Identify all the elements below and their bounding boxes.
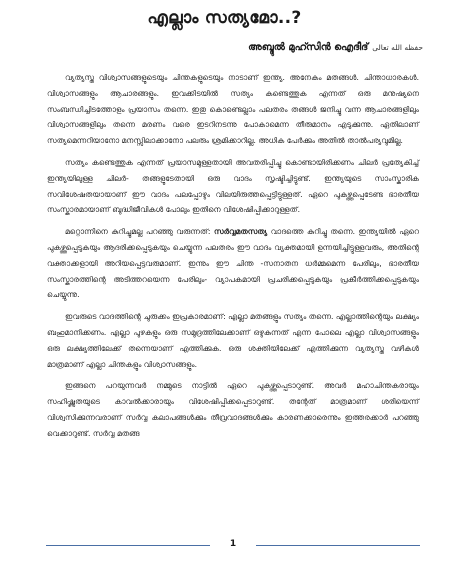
paragraph-4: ഇവരുടെ വാദത്തിന്റെ ചുരുക്കം ഇപ്രകാരമാണ്: എല്ലാ മതങ്ങളും സത്യം തന്നെ. എല്ലാത്തിന്റെയും ലക്ഷ്യം ബഹുമാനിക്കണം. എല്ലാ പുഴകളും ഒരു സമുദ്രത്തിലേക്കാണ് ഒഴുകുന്നത് എന്ന പോലെ എല്ലാ വിശ്വാസങ്ങളും ഒരു ലക്ഷ്യത്തിലേക്ക് തന്നെയാണ് എത്തിക്കുക. ഒരു ശക്തിയിലേക്ക് എത്തിക്കുന്ന വ്യത്യസ്ത വഴികൾ മാത്രമാണ് എല്ലാ ചിന്തകളും വിശ്വാസങ്ങളും. xyxy=(47,312,419,369)
paragraph-3: മറ്റൊന്നിനെ കുറിച്ചുമല്ല പറഞ്ഞു വരുന്നത്: സർവ്വമതസത്യ വാദത്തെ കുറിച്ചു തന്നെ. ഇന്ത്യയിൽ ഏറെ പുകഴ്ത്തപ്പെടുകയും ആദരിക്കപ്പെടുകയും ചെയ്യുന്ന പലതരം ഈ വാദം വ്യക്തമായി ഉന്നയിച്ചിട്ടുള്ളവരും, അതിന്റെ വക്താക്കളായി അറിയപ്പെട്ടവരുമാണ്. ഇന്നും ഈ ചിന്ത -സനാതന ധർമ്മമെന്ന പേരിലും, ഭാരതീയ സംസ്കാരത്തിന്റെ അടിത്തറയെന്ന പേരിലും- വ്യാപകമായി പ്രചരിക്കപ്പെടുകയും പ്രകീർത്തിക്കപ്പെടുകയും ചെയ്യുന്നു. xyxy=(47,227,419,300)
emphasis-term: സർവ്വമതസത്യ xyxy=(213,227,268,237)
paragraph-2: സത്യം കണ്ടെത്തുക എന്നത് പ്രയാസമുള്ളതായി അവതരിപ്പിച്ചു കൊണ്ടായിരിക്കണം ചിലർ പ്രത്യേകിച്ച് ഇന്ത്യയിലുള്ള ചിലർ- തങ്ങളുടേതായി ഒരു വാദം സൃഷ്ടിച്ചിട്ടുണ്ട്. ഇന്ത്യയുടെ സാംസ്കാരിക സവിശേഷതയായാണ് ഈ വാദം പലപ്പോഴും വിലയിരുത്തപ്പെട്ടിട്ടുള്ളത്. ഏറെ പുകഴ്ത്തപ്പെടേണ്ട ഭാരതീയ സംസ്കാരമായാണ് ബുദ്ധിജീവികൾ പോലും ഇതിനെ വിശേഷിപ്പിക്കാറുള്ളത്. xyxy=(47,157,419,215)
article-body xyxy=(47,70,419,448)
page-number: 1 xyxy=(229,539,237,549)
page-footer xyxy=(46,539,420,553)
footer-rule-right xyxy=(256,545,420,546)
page-title: എല്ലാം സത്യമോ..? xyxy=(147,8,302,28)
author-line xyxy=(248,42,423,53)
paragraph-5: ഇങ്ങനെ പറയുന്നവർ നമ്മുടെ നാട്ടിൽ ഏറെ പുകഴ്ത്തപ്പെടാറുണ്ട്. അവർ മഹാചിന്തകരായും സഹിഷ്ണുതയുടെ കാവൽക്കാരായും വിശേഷിപ്പിക്കപ്പെടാറുണ്ട്. തന്റേത് മാത്രമാണ് ശരിയെന്ന് വിശ്വസിക്കുന്നവരാണ് സർവ്വ കലാപങ്ങൾക്കും തീവ്രവാദങ്ങൾക്കും കാരണക്കാരെന്നും ഇത്തരക്കാർ പറഞ്ഞു വെക്കാറുണ്ട്. സർവ്വ മതങ്ങ xyxy=(47,381,419,438)
author-honorific: حفظه الله تعالى xyxy=(372,43,423,52)
author-name: അബ്ദുൽ മുഹ്സിൻ ഐദീദ് xyxy=(248,42,369,53)
paragraph-1: വ്യത്യസ്ത വിശ്വാസങ്ങളുടെയും ചിന്തകളുടെയും നാടാണ് ഇന്ത്യ. അനേകം മതങ്ങൾ. ചിന്താധാരകൾ. വിശ്വാസങ്ങളും ആചാരങ്ങളും. ഇവക്കിടയിൽ സത്യം കണ്ടെത്തുക എന്നത് ഒരു മനുഷ്യനെ സംബന്ധിച്ചിടത്തോളം പ്രയാസം തന്നെ. ഇതു കൊണ്ടെല്ലാം പലതരം തങ്ങൾ ജനിച്ചു വന്ന ആചാരങ്ങളിലും വിശ്വാസങ്ങളിലും തന്നെ മരണം വരെ ഇടറിനടന്നു പോകാമെന്ന തീരുമാനം എടുക്കുന്നു. ഏതിലാണ് സത്യമെന്നറിയാനോ മനസ്സിലാക്കാനോ പലരും ശ്രമിക്കാറില്ല. അധിക പേർക്കും അതിൽ താൽപര്യവുമില്ല. xyxy=(47,73,419,146)
